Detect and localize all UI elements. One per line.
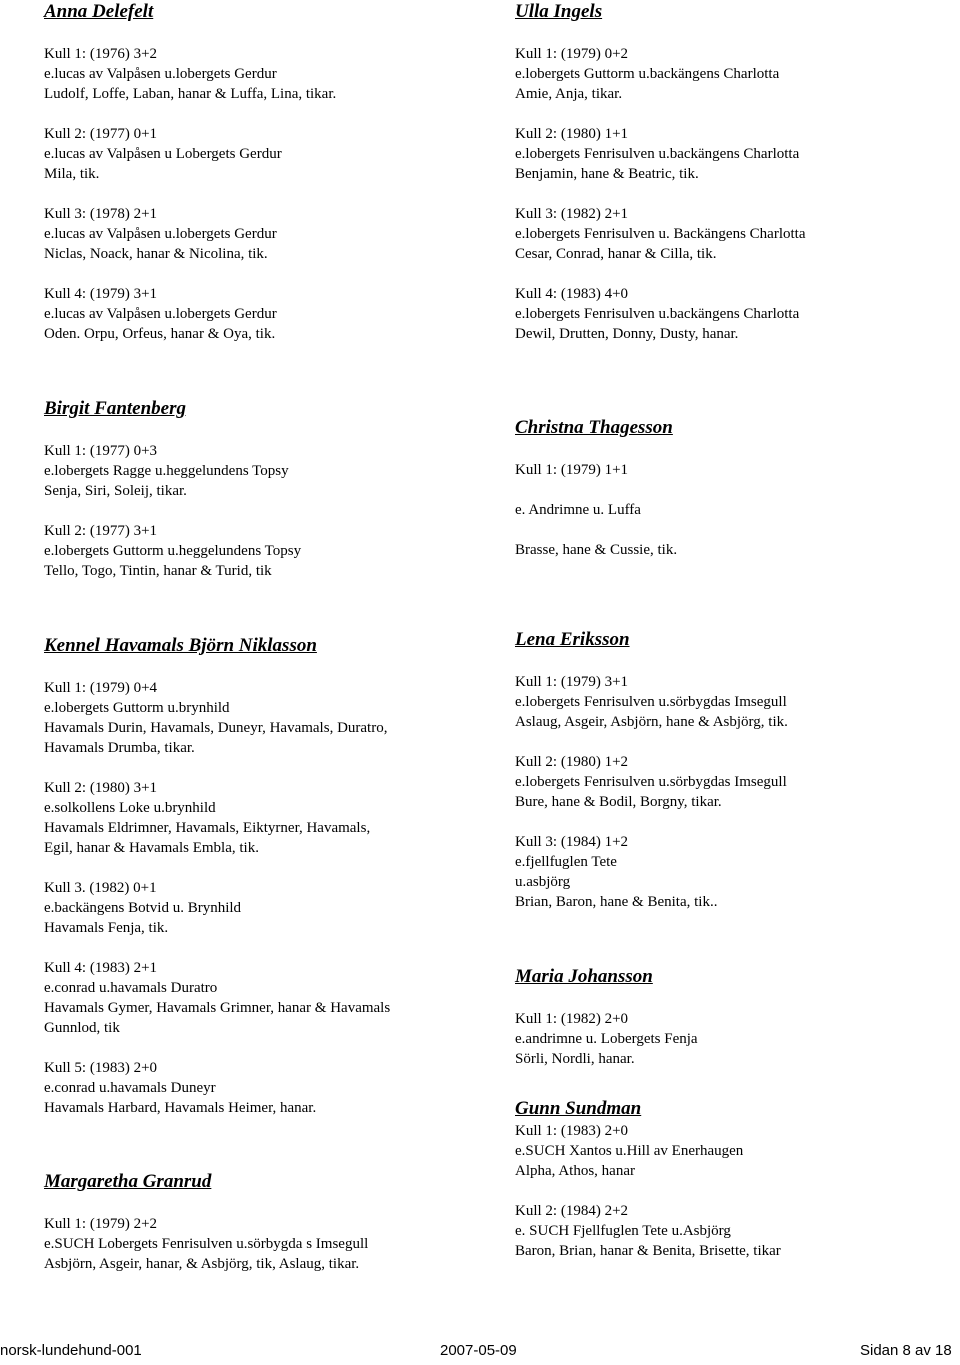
spacer [515,480,945,500]
litter-line: Brian, Baron, hane & Benita, tik.. [515,894,718,910]
spacer [515,184,945,204]
litter-line: u.asbjörg [515,874,571,890]
litter-line: e.lobergets Fenrisulven u.backängens Charlotta [515,146,800,162]
spacer [44,24,474,44]
litter-line: Asbjörn, Asgeir, hanar, & Asbjörg, tik, Aslaug, tikar. [44,1256,360,1272]
litter-line: Havamals Eldrimner, Havamals, Eiktyrner, Havamals, [44,820,371,836]
litter-line: Gunnlod, tik [44,1020,120,1036]
spacer [515,652,945,672]
litter-line: Bure, hane & Bodil, Borgny, tikar. [515,794,722,810]
litter-line: Kull 1: (1977) 0+3 [44,443,158,459]
litter-line: Tello, Togo, Tintin, hanar & Turid, tik [44,563,272,579]
litter-line: Kull 2: (1977) 3+1 [44,523,158,539]
litter-line: Kull 2: (1977) 0+1 [44,126,158,142]
litter-line: Dewil, Drutten, Donny, Dusty, hanar. [515,326,739,342]
owner-section [515,628,945,912]
litter-line: Senja, Siri, Soleij, tikar. [44,483,187,499]
owner-section [515,416,945,560]
litter-line: Kull 1: (1983) 2+0 [515,1123,629,1139]
litter-line: Kull 3: (1982) 2+1 [515,206,629,222]
owner-section [515,965,945,1069]
owner-section [44,1170,474,1274]
litter-line: Kull 2: (1980) 1+1 [515,126,629,142]
litter-line: Baron, Brian, hanar & Benita, Brisette, tikar [515,1243,781,1259]
litter-line: e.andrimne u. Lobergets Fenja [515,1031,698,1047]
spacer [44,758,474,778]
owner-name: Anna Delefelt [44,1,154,22]
litter-line: Kull 2: (1980) 1+2 [515,754,629,770]
litter-line: Egil, hanar & Havamals Embla, tik. [44,840,259,856]
litter-line: e.lobergets Fenrisulven u.sörbygdas Imsegull [515,774,787,790]
spacer [515,520,945,540]
owner-name: Lena Eriksson [515,629,630,650]
litter-line: e.lobergets Guttorm u.heggelundens Topsy [44,543,302,559]
owner-name: Margaretha Granrud [44,1171,212,1192]
litter-line: Havamals Durin, Havamals, Duneyr, Havamals, Duratro, [44,720,388,736]
litter-line: Niclas, Noack, hanar & Nicolina, tik. [44,246,268,262]
litter-line: Havamals Drumba, tikar. [44,740,195,756]
litter-line: Havamals Gymer, Havamals Grimner, hanar & Havamals [44,1000,391,1016]
owner-section [515,0,945,344]
litter-line: Kull 1: (1979) 0+4 [44,680,158,696]
litter-line: e.lobergets Guttorm u.brynhild [44,700,230,716]
spacer [515,732,945,752]
owner-name: Kennel Havamals Björn Niklasson [44,635,317,656]
spacer [44,1038,474,1058]
litter-line: e. Andrimne u. Luffa [515,502,641,518]
litter-line: e.lucas av Valpåsen u.lobergets Gerdur [44,226,277,242]
litter-line: e.lobergets Fenrisulven u.sörbygdas Imsegull [515,694,787,710]
spacer [44,1194,474,1214]
litter-line: Kull 3: (1984) 1+2 [515,834,629,850]
litter-line: Kull 1: (1979) 2+2 [44,1216,158,1232]
spacer [515,1181,945,1201]
litter-line: Ludolf, Loffe, Laban, hanar & Luffa, Lina, tikar. [44,86,337,102]
footer-doc-id: norsk-lundehund-001 [0,1342,142,1359]
spacer [44,184,474,204]
spacer [44,104,474,124]
litter-line: Kull 5: (1983) 2+0 [44,1060,158,1076]
page-footer [0,1342,960,1364]
litter-line: Kull 2: (1980) 3+1 [44,780,158,796]
litter-line: Cesar, Conrad, hanar & Cilla, tik. [515,246,717,262]
litter-line: Kull 3. (1982) 0+1 [44,880,157,896]
litter-line: Amie, Anja, tikar. [515,86,623,102]
litter-line: Kull 4: (1979) 3+1 [44,286,158,302]
litter-line: Brasse, hane & Cussie, tik. [515,542,678,558]
spacer [515,104,945,124]
footer-date: 2007-05-09 [440,1342,517,1359]
litter-line: e.conrad u.havamals Duratro [44,980,218,996]
spacer [44,421,474,441]
litter-line: Havamals Harbard, Havamals Heimer, hanar. [44,1100,317,1116]
litter-line: e.solkollens Loke u.brynhild [44,800,216,816]
litter-line: e.lobergets Ragge u.heggelundens Topsy [44,463,289,479]
spacer [44,858,474,878]
litter-line: Kull 4: (1983) 2+1 [44,960,158,976]
owner-name: Birgit Fantenberg [44,398,186,419]
spacer [44,264,474,284]
owner-name: Christna Thagesson [515,417,673,438]
litter-line: Benjamin, hane & Beatric, tik. [515,166,699,182]
litter-line: Kull 4: (1983) 4+0 [515,286,629,302]
owner-section [44,0,474,344]
litter-line: e.fjellfuglen Tete [515,854,617,870]
litter-line: Oden. Orpu, Orfeus, hanar & Oya, tik. [44,326,276,342]
litter-line: e.lucas av Valpåsen u.lobergets Gerdur [44,66,277,82]
litter-line: Kull 3: (1978) 2+1 [44,206,158,222]
litter-line: e.backängens Botvid u. Brynhild [44,900,242,916]
litter-line: e. SUCH Fjellfuglen Tete u.Asbjörg [515,1223,731,1239]
litter-line: e.SUCH Lobergets Fenrisulven u.sörbygda s Imsegull [44,1236,369,1252]
spacer [515,264,945,284]
litter-line: Kull 2: (1984) 2+2 [515,1203,629,1219]
litter-line: Mila, tik. [44,166,100,182]
litter-line: Sörli, Nordli, hanar. [515,1051,635,1067]
litter-line: Havamals Fenja, tik. [44,920,169,936]
litter-line: e.conrad u.havamals Duneyr [44,1080,216,1096]
footer-page-number: Sidan 8 av 18 [860,1342,952,1359]
litter-line: Kull 1: (1979) 1+1 [515,462,629,478]
owner-name: Ulla Ingels [515,1,603,22]
litter-line: Kull 1: (1979) 0+2 [515,46,629,62]
owner-section [44,634,474,1118]
spacer [44,658,474,678]
litter-line: e.SUCH Xantos u.Hill av Enerhaugen [515,1143,744,1159]
owner-name: Gunn Sundman [515,1098,642,1119]
spacer [515,989,945,1009]
owner-section [515,1097,945,1261]
litter-line: Kull 1: (1982) 2+0 [515,1011,629,1027]
litter-line: e.lobergets Fenrisulven u. Backängens Charlotta [515,226,806,242]
spacer [515,812,945,832]
spacer [515,24,945,44]
litter-line: e.lobergets Guttorm u.backängens Charlotta [515,66,780,82]
litter-line: Kull 1: (1976) 3+2 [44,46,158,62]
litter-line: Kull 1: (1979) 3+1 [515,674,629,690]
spacer [515,440,945,460]
litter-line: Aslaug, Asgeir, Asbjörn, hane & Asbjörg, tik. [515,714,788,730]
litter-line: e.lucas av Valpåsen u Lobergets Gerdur [44,146,282,162]
spacer [44,501,474,521]
owner-section [44,397,474,581]
litter-line: e.lucas av Valpåsen u.lobergets Gerdur [44,306,277,322]
owner-name: Maria Johansson [515,966,653,987]
litter-line: Alpha, Athos, hanar [515,1163,635,1179]
litter-line: e.lobergets Fenrisulven u.backängens Charlotta [515,306,800,322]
spacer [44,938,474,958]
